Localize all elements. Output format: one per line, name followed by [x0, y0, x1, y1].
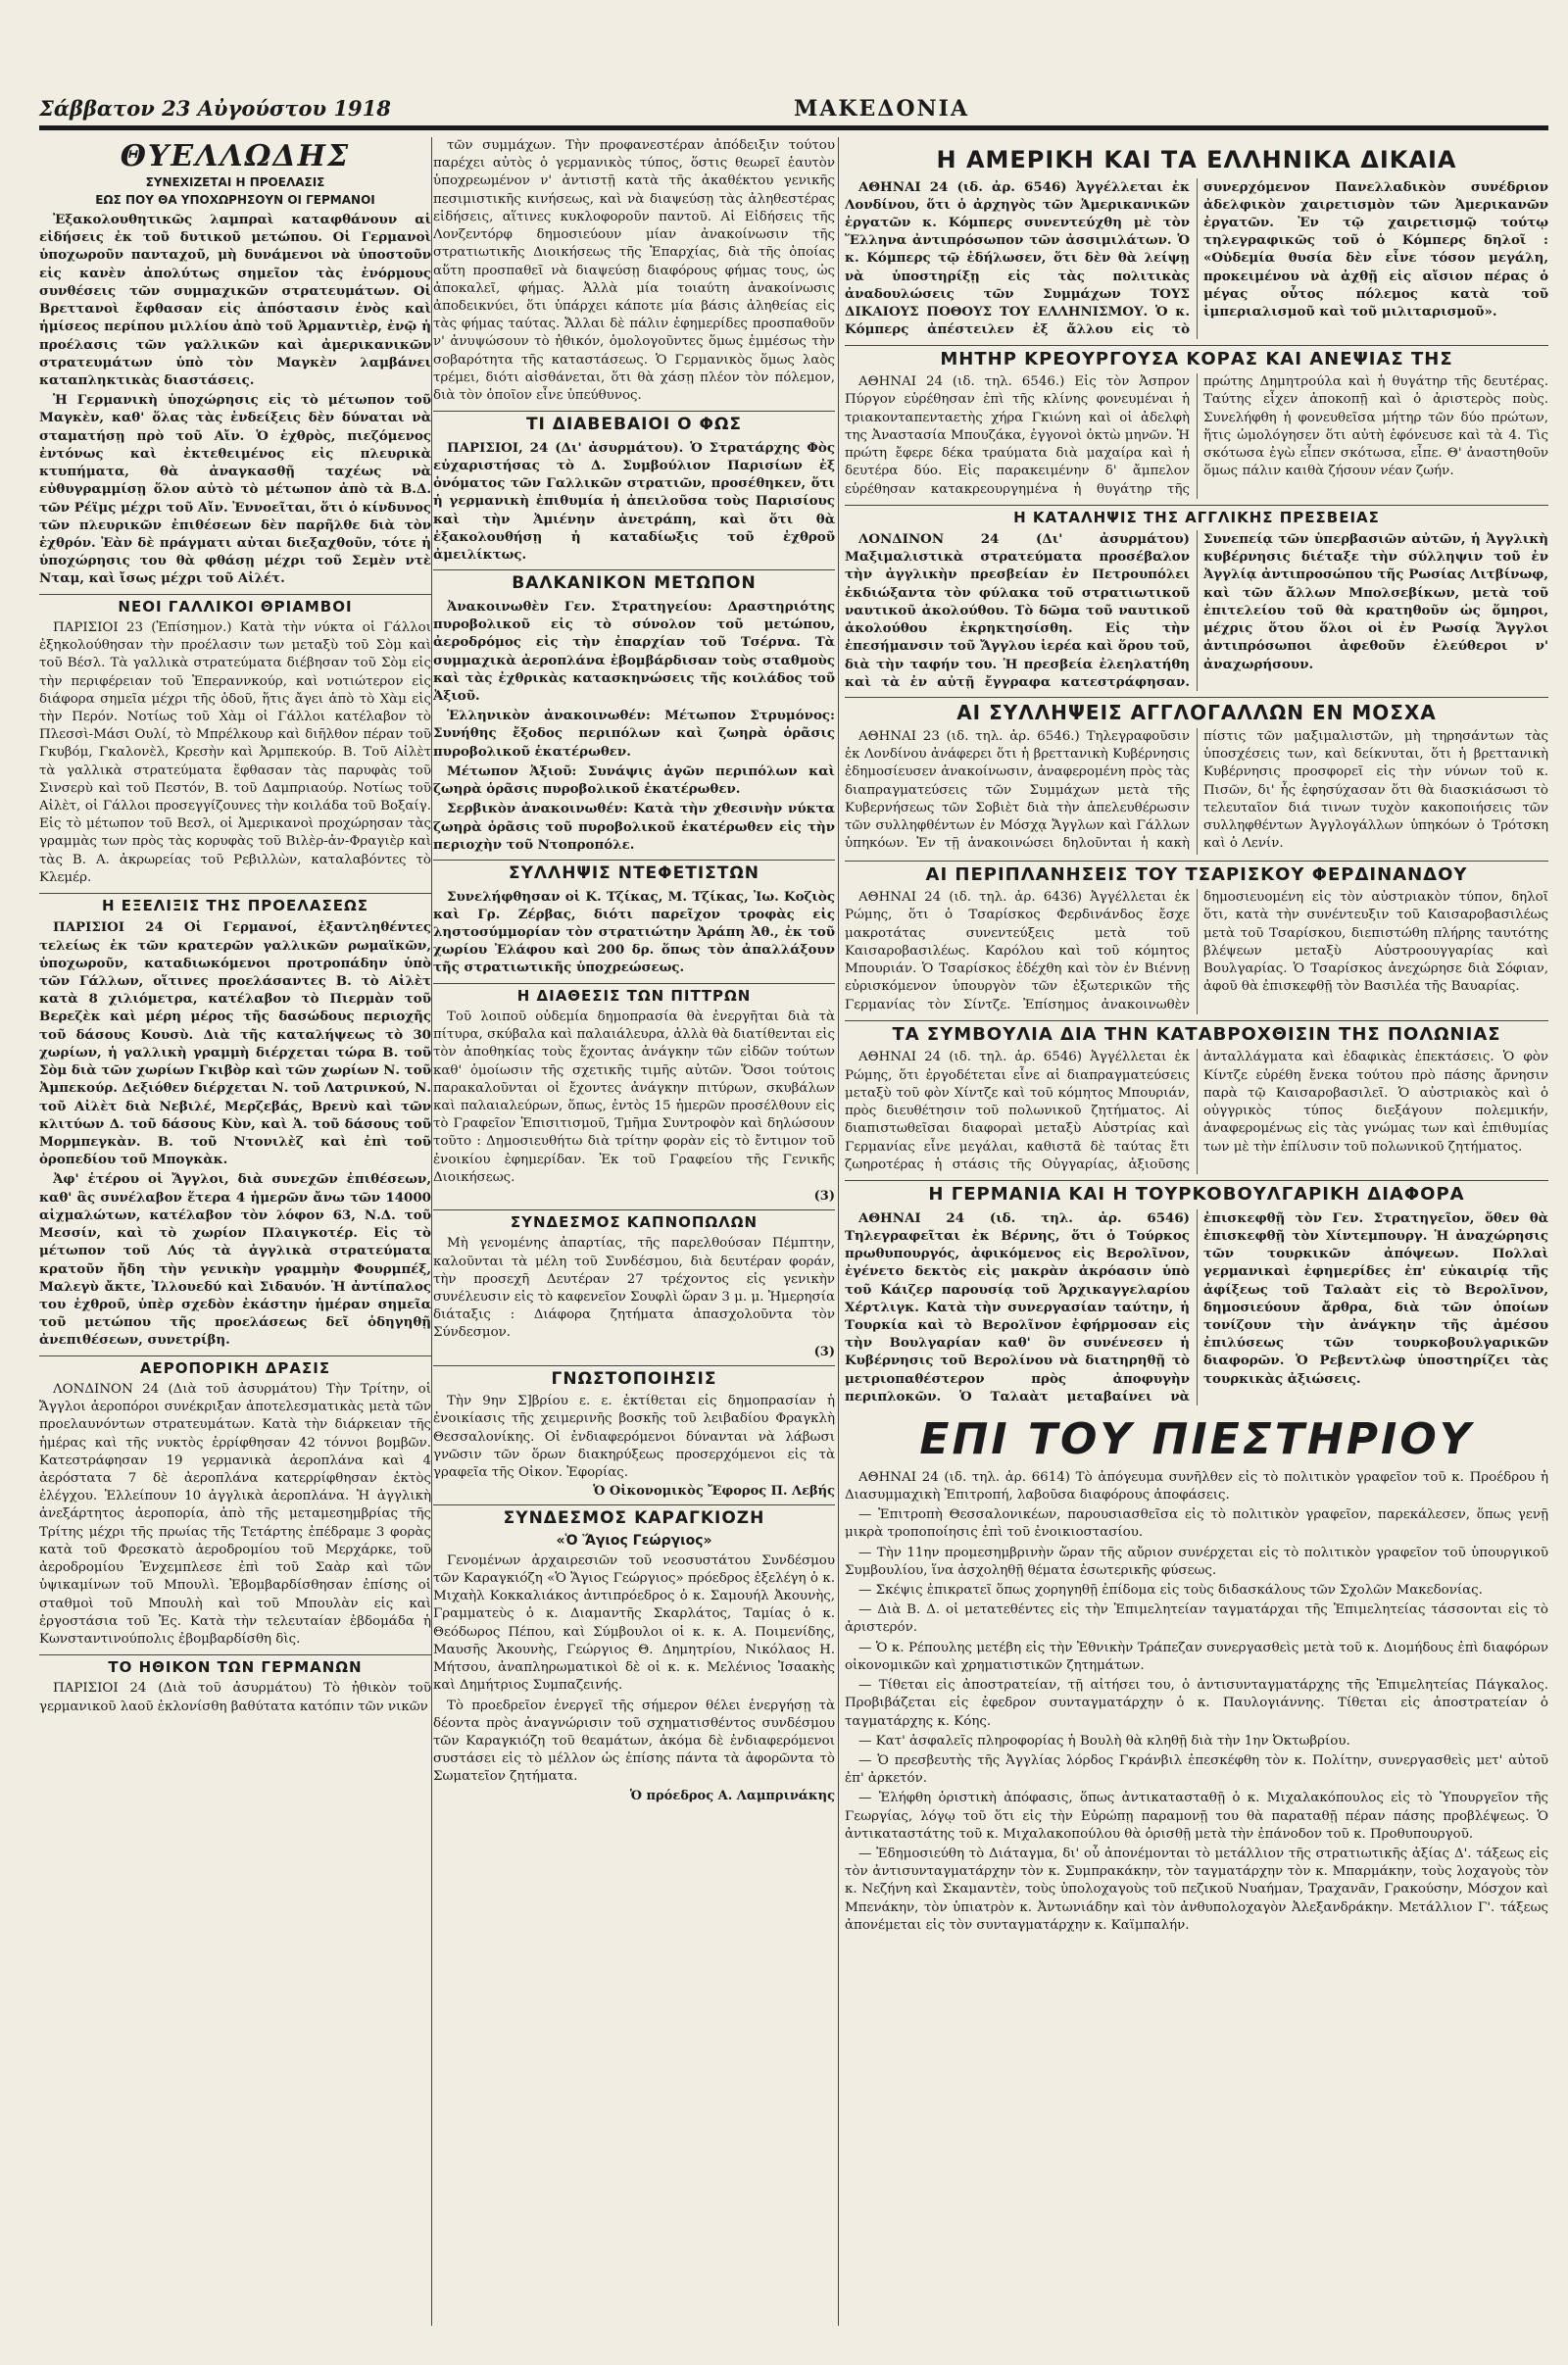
news-item: — Διὰ Β. Δ. οἱ μετατεθέντες εἰς τὴν Ἐπιμελητείαν ταγματάρχαι τῆς Ἐπιμελητείας τάσσονται εἰς τὸ ἀριστερόν. [845, 1602, 1548, 1636]
section-heading: Η ΕΞΕΛΙΞΙΣ ΤΗΣ ΠΡΟΕΛΑΣΕΩΣ [39, 893, 431, 914]
main-headline: ΘΥΕΛΛΩΔΗΣ [120, 139, 351, 173]
article-paragraph: Ἡ Γερμανικὴ ὑποχώρησις εἰς τὸ μέτωπον τοῦ Μαγκὲν, καθ' ὅλας τὰς ἐνδείξεις δὲν δύναται νὰ σταματήσῃ πρὸ τοῦ Αἴν. Ὁ ἐχθρὸς, πιεζόμενος ἐντόνως καὶ ἐκτεθειμένος εἰς πλευρικὰ κτυπήματα, θὰ ἀναγκασθῇ ταχέως νὰ εὐθυγραμμίσῃ ὅλον αὐτὸ τὸ μέτωπον ἀπὸ τὰ Β.Δ. τῶν Ρέϊμς μέχρι τοῦ Αἴν. Ἐννοεῖται, ὅτι ὁ κίνδυνος τῶν πλευρικῶν ἐπιθέσεων δὲν παρῆλθε διὰ τὸν ἐχθρόν. Ἐὰν δὲ πράγματι αὐται διεξαχθοῦν, τότε ἡ ὑποχώρησις του θὰ φθάσῃ μέχρι τοῦ Σεμὲν ντὲ Νταμ, καὶ ἴσως μέχρι τοῦ Αἰλέτ. [39, 392, 431, 587]
article-paragraph: ΑΘΗΝΑΙ 24 (ιδ. ἀρ. 6546) Ἀγγέλλεται ἐκ Λονδίνου, ὅτι ὁ ἀρχηγὸς τῶν Ἀμερικανικῶν ἐργατῶν κ. Κόμπερς συνεντεύχθη μὲ τὸν Ἕλληνα ἀντιπρόσωπον τῶν ἀσσιμιλάτων. Ὁ κ. Κόμπερς τῷ ἐδήλωσεν, ὅτι δὲν θὰ λείψῃ νὰ ὑποστηρίξῃ εἰς τὰς πολιτικὰς ἀναδουλώσεις τῶν Συμμάχων ΤΟΥΣ ΔΙΚΑΙΟΥΣ ΠΟΘΟΥΣ ΤΟΥ ΕΛΛΗΝΙΣΜΟΥ. Ὁ κ. Κόμπερς ἀπέστειλεν ἐξ ἄλλου εἰς τὸ συνερχόμενον Πανελλαδικὸν συνέδριον ἀδελφικὸν χαιρετισμὸν τῶν Ἀμερικανῶν ἐργατῶν. Ἐν τῷ χαιρετισμῷ τούτῳ τηλεγραφικῶς τοῦ ὁ Κόμπερς δηλοῖ : «Οὐδεμία θυσία δὲν εἶνε τόσον μεγάλη, προκειμένου νὰ ἀχθῇ εἰς αἴσιον πέρας ὁ μέγας οὗτος πόλεμος κατὰ τοῦ ἰμπεριαλισμοῦ καὶ τοῦ μιλιταρισμοῦ». [845, 178, 1548, 338]
article-paragraph: ΑΘΗΝΑΙ 24 (ιδ. τηλ. 6546.) Εἰς τὸν Ἀσπρον Πύργον εὑρέθησαν ἐπὶ τῆς κλίνης φονευμέναι ἡ τριακονταπενταετὴς χήρα Γκιώνη καὶ οἱ ἀδελφὴ της Ἀναστασία Μπουζάκα, ἐγγονοὶ ὀκτὼ μηνῶν. Ἡ πρώτη ἔφερε δέκα τραύματα διὰ μαχαίρα καὶ ἡ δευτέρα δύο. Εἰς παρακειμένην δ' ἄμπελον εὑρέθησαν κατακρεουργημένα ἡ θυγάτηρ τῆς πρώτης Δημητρούλα καὶ ἡ θυγάτηρ τῆς δευτέρας. Ταύτης εἶχεν ἀποκοπῇ καὶ ὁ ἀριστερὸς ποὺς. Συνελήφθη ἡ φονευθεῖσα μήτηρ τῶν δύο πρώτων, ἥτις ὡμολόγησεν ὅτι αὐτὴ ἐφόνευσε καὶ τὰ 4. Τὶς σκότωσα ἐγὼ εἶπεν σκότωσα, εἶπε. Θ' ἀναστηθοῦν ὅμως πάλιν καιθὰ ζήσουν νέαν ζωήν. [845, 374, 1548, 497]
article-paragraph: Ἀφ' ἑτέρου οἱ Ἄγγλοι, διὰ συνεχῶν ἐπιθέσεων, καθ' ἃς συνέλαβον ἕτερα 4 ἡμερῶν ἄνω τῶν 14000 αἰχμαλώτων, κατέλαβον τὸν λόφον 63, Ν.Δ. τοῦ Μεσσίν, καὶ τὸ χωρίον Πλαιγκοτέρ. Εἰς τὸ μέτωπον τοῦ Λύς τὰ ἀγγλικὰ στρατεύματα κρατοῦν ἤδη τὴν γενικὴν γραμμὴν Φουρμπέξ, Μαλεγὺ ἄκτε, Ἰλλουεδύ καὶ Σιδαυόν. Ἡ ἀντίπαλος του ἐχθροῦ, ὑπὲρ σχεδὸν ἐκάστην ἡμέραν σημεῖα τοῦ μετώπου τῆς προελάσεως δεῖ ὁδηγηθῇ ἀνεπιθέσεων, συνετρίβη. [39, 1171, 431, 1349]
article-paragraph: ΠΑΡΙΣΙΟΙ, 24 (Δι' ἀσυρμάτου). Ὁ Στρατάρχης Φὸς εὐχαριστήσας τὸ Δ. Συμβούλιον Παρισίων ἐξ ὀνόματος τῶν Γαλλικῶν στρατιῶν, προσέθηκεν, ὅτι ἡ γερμανικὴ ἐπιθυμία ἡ ἀπειλοῦσα τοὺς Παρισίους καὶ τὴν Ἀμιένην ἀνετράπη, καὶ ὅτι θὰ ἐξακολουθήσῃ ἡ καταδίωξις τοῦ ἐχθροῦ ἀμειλίκτως. [433, 439, 835, 564]
article-paragraph: ΠΑΡΙΣΙΟΙ 23 (Ἐπίσημον.) Κατὰ τὴν νύκτα οἱ Γάλλοι ἐξηκολούθησαν τὴν προέλασιν των μεταξὺ τοῦ Σὸμ καὶ τοῦ Βέσλ. Τὰ γαλλικὰ στρατεύματα διέβησαν τοῦ Σὸμ εἰς τὴν περιφέρειαν τοῦ Ἐπεραννκούρ, καὶ νοτιώτερον εἰς διάφορα σημεῖα μέχρι τῆς ὁδοῦ, ἥτις ἄγει ἀπὸ τὸ Χὰμ εἰς τὴν Περόν. Νοτίως τοῦ Χὰμ οἱ Γάλλοι κατέλαβον τὸ Πλεσσὶ-Μάσι Ουλί, τὸ Μπρέλκουρ καὶ διῆλθον πέραν τοῦ Γκυβόμ, Γκαλονὲλ, Κρεσὴν καὶ Ἀρμπεκούρ. Β. Τοῦ Αἰλὲτ τὰ γαλλικὰ στρατεύματα ἔφθασαν τὰς παρυφὰς τοῦ Σινσερὺ καὶ τοῦ Πεστόν, Β. τοῦ Δαμπριαούρ. Νοτίως τοῦ Αἰλὲτ, οἱ Γάλλοι προσεγγίζουνες τὴν κοιλάδα τοῦ Βοξαίγ. Εἰς τὸ μέτωπον τοῦ Βεσλ, οἱ Ἀμερικανοὶ προχώρησαν τὰς γραμμὰς των πρὸς τὰς κορυφὰς τοῦ Βιλὲρ-ἀν-Φραγιὲρ καὶ τὰς Β. Α. ἀκρωρείας τοῦ Ρεβιλλὼν, καταλαβόντες τὸ Κλεμέρ. [39, 619, 431, 885]
column-1 [39, 137, 431, 2326]
article-paragraph: Τὸ προεδρεῖον ἐνεργεῖ τῆς σήμερον θέλει ἐνεργήσῃ τὰ δέοντα πρὸς ἀναγνώρισιν τοῦ σχηματισθέντος συνδέσμου τῶν Καραγκιόζη τοῦ θεαμάτων, ἀκόμα δὲ ἐνδιαφερόμενοι συστάσει εἰς τὸ μέλλον ὡς ἐπίσης πάντα τὰ ἀφορῶντα τὸ Σωματεῖον ζητήματα. [433, 1698, 835, 1785]
section-heading: ΒΑΛΚΑΝΙΚΟΝ ΜΕΤΩΠΟΝ [433, 569, 835, 594]
article-paragraph: Ἀνακοινωθὲν Γεν. Στρατηγείου: Δραστηριότης πυροβολικοῦ εἰς τὸ σύνολον τοῦ μετώπου, ἀεροδρόμος εἰς τὴν ἐπαρχίαν τοῦ Τσέρνα. Τὰ συμμαχικὰ ἀεροπλάνα ἐβομβάρδισαν τοὺς σταθμοὺς καὶ τὰς ἐχθρικὰς κατασκηνώσεις τῆς κοιλάδος τοῦ Ἀξιοῦ. [433, 598, 835, 704]
article-paragraph: ΛΟΝΔΙΝΟΝ 24 (Διὰ τοῦ ἀσυρμάτου) Τὴν Τρίτην, οἱ Ἄγγλοι ἀεροπόροι συνέκριξαν ἀποτελεσματικὰς μετὰ τῶν προελαυνόντων στρατευμάτων. Κατὰ τὴν διάρκειαν τῆς ἡμέρας καὶ τῆς νυκτὸς ἐρρίφθησαν 42 τόννοι βομβῶν. Κατεστράφησαν 19 γερμανικὰ ἀεροπλάνα καὶ 4 ἀερόστατα 7 δὲ ἀεροπλάνα κατερρίφθησαν ἐκτὸς ἐλέγχου. Ἐλλείπουν 10 ἀγγλικὰ ἀεροπλάνα. Ἡ ἀγγλικὴ ἀνεξάρτητος ἀεροπορία, ἀπὸ τῆς μεταμεσημβρίας τῆς Τρίτης μέχρι τῆς πρωίας τῆς Τετάρτης ἐπέδραμε 3 φορὰς κατὰ τοῦ Φρεσκατὸ ἀεροδρομίου τοῦ Μερχάρκε, τοῦ ἀεροδρομίου Ἐνχεμπλεσε ἐπὶ τοῦ Σαὰρ καὶ τῶν ὑψικαμίνων τοῦ Μπουλὶ. Ἐβομβαρδίσθησαν ἐπίσης οἱ σταθμοὶ τοῦ Μπουλὴ καὶ τοῦ Μπουλὰν εἰς καὶ ἐργοστάσια τοῦ Ἐς. Κατὰ τὴν τελευταίαν ἑβδομάδα ἡ Κωνσταντινούπολις ἐβομβαρδίσθη δὶς. [39, 1381, 431, 1647]
article-paragraph: Τὴν 9ην Σ]βρίου ε. ε. ἐκτίθεται εἰς δημοπρασίαν ἡ ἐνοικίασις τῆς χειμερινῆς βοσκῆς τοῦ λειβαδίου Φραγκλὴ Θεσσαλονίκης. Οἱ ἐνδιαφερόμενοι δύνανται νὰ λάβωσι γνῶσιν τῶν ὅρων διακηρύξεως προσερχόμενοι εἰς τὰ γραφεῖα τῆς Οἰκον. Ἐφορίας. [433, 1394, 835, 1481]
section-heading: Η ΚΑΤΑΛΗΨΙΣ ΤΗΣ ΑΓΓΛΙΚΗΣ ΠΡΕΣΒΕΙΑΣ [845, 505, 1548, 526]
article-body [845, 373, 1548, 499]
notice-number: (3) [813, 1344, 835, 1359]
column-3 [845, 137, 1548, 2326]
article-body [845, 178, 1548, 339]
section-heading: ΕΠΙ ΤΟΥ ΠΙΕΣΤΗΡΙΟΥ [919, 1414, 1474, 1465]
section-heading: Η ΑΜΕΡΙΚΗ ΚΑΙ ΤΑ ΕΛΛΗΝΙΚΑ ΔΙΚΑΙΑ [936, 146, 1457, 173]
notice-number: (3) [813, 1189, 835, 1205]
article-paragraph: ΑΘΗΝΑΙ 24 (ιδ. τηλ. ἀρ. 6546) Ἀγγέλλεται ἐκ Ρώμης, ὅτι ἐργοδέτεται εἶνε αἱ διαπραγματεύσεις μεταξὺ τοῦ φὸν Χίντζε καὶ τοῦ κόμητος Μπουριάν, πρὸς διευθέτησιν τοῦ πολωνικοῦ ζητήματος. Αἱ διαπιστωθεῖσαι διαφοραὶ μεταξὺ Αὐστρίας καὶ Γερμανίας εἶνε μεγάλαι, καθιστᾶ δὲ ταύτας ἔτι ζωηροτέρας ἡ στάσις τῆς Οὐγγαρίας, ἀξιοῦσης ἀνταλλάγματα καὶ ἐδαφικὰς ἐπεκτάσεις. Ὁ φὸν Κίντζε εὑρέθη ἔνεκα τούτου πρὸ πάσης ἄρνησιν παρὰ τῷ Καισαροβασιλεῖ. Ὁ αὐστριακὸς καὶ ὁ οὐγγρικὸς τύπος διεξάγουν πολεμικήν, ἀναφερομένως εἰς τὰς γνώμας των καὶ ἐπιθυμίας των μὲ τὴν ἐπίλυσιν τοῦ πολωνικοῦ ζητήματος. [845, 1050, 1548, 1172]
article-paragraph: Μὴ γενομένης ἀπαρτίας, τῆς παρελθούσαν Πέμπτην, καλοῦνται τὰ μέλη τοῦ Συνδέσμου, διὰ δευτέραν φοράν, τὴν προσεχῆ Δευτέραν 27 τρέχοντος εἰς γενικὴν συνέλευσιν εἰς τὸ καφενεῖον Σουφλὶ ὥραν 3 μ. μ. Ἡμερησία διάταξις : Διάφορα ζητήματα ἀπασχολοῦντα τὸν Σύνδεσμον. [433, 1236, 835, 1341]
article-paragraph: Τοῦ λοιποῦ οὐδεμία δημοπρασία θὰ ἐνεργῆται διὰ τὰ πίτυρα, σκύβαλα καὶ παλαιάλευρα, ἀλλὰ θὰ διατίθενται εἰς τὸν ἀποθηκίας τοὺς ἔχοντας ἀνάγκην τῶν εἰδῶν τούτων καθ' ὁμοίωσιν τῆς σχετικῆς τιμῆς αὐτῶν. Ὅσοι τούτοις παρακαλοῦνται οἱ ἔχοντες ἀνάγκην πιτύρων, σκυβάλων καὶ παλαιαλεύρων, ὅπως, ἐντὸς 15 ἡμερῶν προσέλθουν εἰς τὸ Γραφεῖον Ἐπισιτισμοῦ, Τμῆμα Συντροφὸν καὶ δηλώσουν τοῦτο : Δημοσιευθήτω διὰ τρίτην φορὰν εἰς τὸ ἔντιμον τοῦ ἐνοικίου ἐφημερίδαν. Ἐκ τοῦ Γραφείου τῆς Γενικῆς Διοικήσεως. [433, 1009, 835, 1185]
signature: Ὁ πρόεδρος Α. Λαμπρινάκης [629, 1788, 835, 1803]
section-heading: ΓΝΩΣΤΟΠΟΙΗΣΙΣ [433, 1365, 835, 1390]
article-paragraph: ΠΑΡΙΣΙΟΙ 24 Οἱ Γερμανοί, ἐξαντληθέντες τελείως ἐκ τῶν κρατερῶν γαλλικῶν ρωμαϊκῶν, ὑποχωροῦν, καταδιωκόμενοι προτροπάδην ὑπὸ τῶν Γάλλων, οἵτινες προελάσαντες Β. τὸ Αἰλὲτ κατὰ 8 χιλιόμετρα, κατέλαβον τὸ Πιερμὰν τοῦ Βερεζὲκ καὶ μέρη μέρος τῆς δασώδους περιοχῆς τοῦ δάσους Κουσὺ. Διὰ τῆς καταλήψεως τὸ 30 χωρίων, ἡ γαλλικὴ γραμμὴ διέρχεται τώρα Β. τοῦ Σὸμ διὰ τῶν χωρίων Γκιβὸρ καὶ τῶν χωρίων Ν. τοῦ Ἀμπεκούρ. Δεξιόθεν διέρχεται Ν. τοῦ Λατρινκού, Ν. τοῦ Αἰλὲτ διὰ Νεβιλέ, Μερζεβάς, Βρενὺ καὶ τῶν κλιτύων Δ. τοῦ δάσους Κὺν, καὶ Ἀ. τοῦ δάσους τοῦ Μορμπεγκὰν. Β. τοῦ Ντονιλὲζ καὶ ἐπὶ τοῦ ὀροπεδίου τοῦ Μπογκὰκ. [39, 919, 431, 1168]
article-paragraph: ΑΘΗΝΑΙ 23 (ιδ. τηλ. ἀρ. 6546.) Τηλεγραφοῦσιν ἐκ Λονδίνου ἀνάφερει ὅτι ἡ βρεττανικὴ Κυβέρνησις ἐδημοσίευσεν ἀνακοίνωσιν, ἀναφερομένη πρὸς τὰς διαπραγματεύσεις τῶν Συμμάχων μετὰ τῆς Κυβερνήσεως τῶν Σοβιὲτ διὰ τὴν ἀπελευθέρωσιν τῶν συλληφθέντων ἐν Μόσχᾳ Ἄγγλων καὶ Γάλλων ὑπηκόων. Ἐν τῇ ἀνακοινώσει δηλοῦνται ἡ κακὴ πίστις τῶν μαξιμαλιστῶν, μὴ τηρησάντων τὰς ὑποσχέσεις των, καὶ δείκνυται, ὅτι ἡ βρεττανικὴ Κυβέρνησις προσφορεῖ εἰς τὴν νύνων τοῦ κ. Πισῶν, δι' ἧς ἐφησύχασαν ὅτι θὰ διασκιάσωσι τὸ τελευταῖον διά τινων τυχὸν κακοποιήσεις τῶν συλληφθέντων Ἀγγλογάλλων ὑπηκόων ὁ Τρότσκη καὶ ὁ Λενίν. [845, 729, 1548, 852]
article-paragraph: Ἑλληνικὸν ἀνακοινωθέν: Μέτωπον Στρυμόνος: Συνήθης ἔξοδος περιπόλων καὶ ζωηρὰ ὁρᾶσις πυροβολικοῦ ἑκατέρωθεν. [433, 708, 835, 760]
signature: Ὁ Οἰκονομικὸς Ἔφορος Π. Λεβής [593, 1484, 835, 1500]
section-heading: ΤΙ ΔΙΑΒΕΒΑΙΟΙ Ο ΦΩΣ [433, 411, 835, 435]
masthead [39, 98, 1548, 130]
section-heading: ΤΑ ΣΥΜΒΟΥΛΙΑ ΔΙΑ ΤΗΝ ΚΑΤΑΒΡΟΧΘΙΣΙΝ ΤΗΣ ΠΟΛΩΝΙΑΣ [845, 1020, 1548, 1046]
main-kicker: ΕΩΣ ΠΟΥ ΘΑ ΥΠΟΧΩΡΗΣΟΥΝ ΟΙ ΓΕΡΜΑΝΟΙ [95, 193, 375, 207]
main-subheadline: ΣΥΝΕΧΙΖΕΤΑΙ Η ΠΡΟΕΛΑΣΙΣ [145, 175, 325, 189]
section-heading: ΤΟ ΗΘΙΚΟΝ ΤΩΝ ΓΕΡΜΑΝΩΝ [39, 1654, 431, 1676]
article-paragraph: ΠΑΡΙΣΙΟΙ 24 (Διὰ τοῦ ἀσυρμάτου) Τὸ ἠθικὸν τοῦ γερμανικοῦ λαοῦ ἐκλονίσθη βαθύτατα κατόπιν τῶν νικῶν [39, 1681, 431, 1714]
article-paragraph: ΑΘΗΝΑΙ 24 (ιδ. τηλ. ἀρ. 6614) Τὸ ἀπόγευμα συνῆλθεν εἰς τὸ πολιτικὸν γραφεῖον τοῦ κ. Προέδρου ἡ Διασυμμαχικὴ Ἐπιτροπή, λαβοῦσα διαφόρους ἀποφάσεις. [845, 1469, 1548, 1503]
section-heading: ΑΕΡΟΠΟΡΙΚΗ ΔΡΑΣΙΣ [39, 1355, 431, 1377]
article-body [845, 1049, 1548, 1174]
news-item: — Σκέψις ἐπικρατεῖ ὅπως χορηγηθῇ ἐπίδομα εἰς τοὺς διδασκάλους τῶν Σχολῶν Μακεδονίας. [858, 1582, 1483, 1598]
news-items [845, 1506, 1548, 1935]
article-paragraph: Ἐξακολουθητικῶς λαμπραὶ καταφθάνουν αἱ εἰδήσεις ἐκ τοῦ δυτικοῦ μετώπου. Οἱ Γερμανοὶ ὑποχωροῦν πανταχοῦ, μὴ δυνάμενοι νὰ ὑποστοῦν εἰς κανὲν ἀπολύτως σημεῖον τὰς ἐνόρμους συνθέσεις τῶν συμμαχικῶν στρατευμάτων. Οἱ Βρεττανοὶ ἔφθασαν εἰς ἀπόστασιν ἑνὸς καὶ ἡμίσεος περίπου μιλλίου ἀπὸ τοῦ Ἀρμαντιὲρ, ἐνῷ ἡ προέλασις τῶν γαλλικῶν καὶ ἀμερικανικῶν στρατευμάτων ὑπὸ τὸν Μαγκὲν λαμβάνει καταπληκτικὰς διαστάσεις. [39, 212, 431, 388]
article-paragraph: Γενομένων ἀρχαιρεσιῶν τοῦ νεοσυστάτου Συνδέσμου τῶν Καραγκιόζη «Ὁ Ἅγιος Γεώργιος» πρόεδρος ἐξελέγη ὁ κ. Μιχαὴλ Κοκκαλιάκος ἀντιπρόεδρος ὁ κ. Σαμουήλ Ἀκουνὴς, Γραμματεὺς ὁ κ. Διαμαντῆς Σκαρλάτος, Ταμίας ὁ κ. Θεόδωρος Πέπου, καὶ Σύμβουλοι οἱ κ. κ. Α. Ποιμενίδης, Μαυσῆς Ἀκουνὴς, Γεώργιος Θ. Δημητρίου, Νικόλαος Η. Μήτσου, ἀναπληρωματικοὶ δὲ οἱ κ. κ. Μελένιος Ἰσαακὴς καὶ Δημήτριος Συμπαζεινής. [433, 1552, 835, 1694]
news-item: — Ὁ κ. Ρέπουλης μετέβη εἰς τὴν Ἐθνικὴν Τράπεζαν συνεργασθεὶς μετὰ τοῦ κ. Διομήδους ἐπὶ διαφόρων οἰκονομικῶν καὶ χρηματιστικῶν ζητημάτων. [845, 1640, 1548, 1673]
news-item: — Ἐδημοσιεύθη τὸ Διάταγμα, δι' οὗ ἀπονέμονται τὸ μετάλλιον τῆς στρατιωτικῆς ἀξίας Δ'. τάξεως εἰς τὸν ἀντισυνταγματάρχην τὸν κ. Συμπρακάκην, τὸν ταγματάρχην τὸν κ. Μπαρμάκην, τοὺς λοχαγοὺς τὸν κ. Νεζήνη καὶ Σκαμαντὲν, τοὺς ὑπολοχαγοὺς τοῦ πεζικοῦ Νυαήμαν, Τραχανᾶν, Γρακούσην, Μόσχον καὶ Μπενάκην, τὸν ὑπιατρὸν κ. Ἀντωνιάδην καὶ τὸν ἀνθυπολοχαγὸν Ἀλεξανδράκην. Μετάλλιον Γ'. τάξεως ἀπονέμεται εἰς τὸν συνταγματάρχην κ. Καϊμπαλήν. [845, 1847, 1548, 1933]
section-heading: ΑΙ ΣΥΛΛΗΨΕΙΣ ΑΓΓΛΟΓΑΛΛΩΝ ΕΝ ΜΟΣΧΑ [845, 697, 1548, 724]
section-heading: ΣΥΝΔΕΣΜΟΣ ΚΑΠΝΟΠΩΛΩΝ [433, 1209, 835, 1231]
article-paragraph: ΑΘΗΝΑΙ 24 (ιδ. τηλ. ἀρ. 6546) Τηλεγραφεῖται ἐκ Βέρνης, ὅτι ὁ Τούρκος πρωθυπουργός, ἀφικόμενος εἰς Βερολῖνον, ἐγένετο δεκτὸς εἰς μακρὰν ἀκρόασιν ὑπὸ τοῦ Κάιζερ παρουσίᾳ τοῦ Ἀρχικαγγελαρίου Χέρτλιγκ. Κατὰ τὴν συνεργασίαν ταύτην, ἡ Τουρκία καὶ τὸ Βερολῖνον ἐφήρμοσαν εἰς τὴν Βουλγαρίαν καθ' ὃν συνένεσεν ἡ Κυβέρνησις τοῦ Βερολίνου νὰ διατηρηθῇ τὸ μετριοπαθέστερον πρὸς ἀποφυγὴν περιπλοκῶν. Ὁ Ταλαὰτ μεταβαίνει νὰ ἐπισκεφθῇ τὸν Γεν. Στρατηγεῖον, ὅθεν θὰ ἐπισκεφθῇ τὸν Χίντεμπουργ. Ἡ ἀναχώρησις τῶν τουρκικῶν ἀπόψεων. Πολλαὶ γερμανικαὶ ἐφημερίδες ἐπ' εὐκαιρίᾳ τῆς ἀφίξεως τοῦ Ταλαὰτ εἰς τὸ Βερολῖνον, δημοσιεύουν ἄρθρα, διὰ τῶν ὁποίων τονίζουν τὴν ἀνάγκην τῆς ἀμέσου ἐπιλύσεως τῶν τουρκοβουλγαρικῶν διαφορῶν. Ὁ Ρεβεντλὼφ ὑποστηρίζει τὰς τουρκικὰς ἀξιώσεις. [845, 1209, 1548, 1404]
news-item: — Ἐπιτροπὴ Θεσσαλονικέων, παρουσιασθεῖσα εἰς τὸ πολιτικὸν γραφεῖον, παρεκάλεσεν, ὅπως γενῇ μικρὰ τροποποίησις ἐπὶ τοῦ ἐνοικιοστασίου. [845, 1507, 1548, 1541]
section-heading: Η ΓΕΡΜΑΝΙΑ ΚΑΙ Η ΤΟΥΡΚΟΒΟΥΛΓΑΡΙΚΗ ΔΙΑΦΟΡΑ [845, 1180, 1548, 1206]
news-item: — Ὁ πρεσβευτὴς τῆς Ἀγγλίας λόρδος Γκράνβιλ ἐπεσκέφθη τὸν κ. Πολίτην, συνεργασθεὶς μετ' αὐτοῦ ἐπ' ἀρκετόν. [845, 1752, 1548, 1787]
section-heading: ΑΙ ΠΕΡΙΠΛΑΝΗΣΕΙΣ ΤΟΥ ΤΣΑΡΙΣΚΟΥ ΦΕΡΔΙΝΑΝΔΟΥ [845, 861, 1548, 886]
section-heading: ΜΗΤΗΡ ΚΡΕΟΥΡΓΟΥΣΑ ΚΟΡΑΣ ΚΑΙ ΑΝΕΨΙΑΣ ΤΗΣ [845, 345, 1548, 370]
article-body [845, 530, 1548, 691]
article-paragraph: Συνελήφθησαν οἱ Κ. Τζίκας, Μ. Τζίκας, Ἰω. Κοζιὸς καὶ Γρ. Ζέρβας, διότι παρεῖχον τροφὰς εἰς ληστοσύμμορίαν τὸν στρατιώτην Ἀράπη Ἀθ., ἐκ τοῦ χωρίου Ἐλάφου καὶ 200 δρ. ὅπως τὸν ἀπαλλάξουν τῆς στρατιωτικῆς ὑποχρεώσεως. [433, 888, 835, 976]
news-item: — Κατ' ἀσφαλεῖς πληροφορίας ἡ Βουλὴ θὰ κληθῇ διὰ τὴν 1ην Ὀκτωβρίου. [858, 1733, 1350, 1749]
column-divider [838, 137, 839, 2326]
column-divider [431, 137, 432, 2326]
article-body [845, 889, 1548, 1014]
issue-date: Σάββατον 23 Αὐγούστου 1918 [39, 96, 391, 121]
article-body [845, 1209, 1548, 1405]
section-heading: Η ΔΙΑΘΕΣΙΣ ΤΩΝ ΠΙΤΤΡΩΝ [433, 983, 835, 1005]
article-paragraph: Σερβικὸν ἀνακοινωθέν: Κατὰ τὴν χθεσινὴν νύκτα ζωηρὰ ὁρᾶσις τοῦ πυροβολικοῦ ἑκατέρωθεν εἰς τὴν περιοχὴν τοῦ Ντοπροπόλε. [433, 801, 835, 853]
news-item: — Τὴν 11ην προμεσημβρινὴν ὥραν τῆς αὔριον συνέρχεται εἰς τὸ πολιτικὸν γραφεῖον τοῦ ὑπουργικοῦ Συμβουλίου, ἵνα ἀσχοληθῇ θέματα ἐσωτερικῆς φύσεως. [845, 1545, 1548, 1578]
section-heading: ΝΕΟΙ ΓΑΛΛΙΚΟΙ ΘΡΙΑΜΒΟΙ [39, 594, 431, 616]
article-body [845, 728, 1548, 855]
article-paragraph: ΑΘΗΝΑΙ 24 (ιδ. τηλ. ἀρ. 6436) Ἀγγέλλεται ἐκ Ρώμης, ὅτι ὁ Τσαρίσκος Φερδινάνδος ἔσχε μακροτάτας συνεντεύξεις μετὰ τοῦ Καισαροβασιλέως. Καρόλου καὶ τοῦ κόμητος Μπουριάν. Ὁ Τσαρίσκος ἐδέχθη καὶ τὸν ἐν Βιέννῃ εὐρισκόμενον ὑπουργὸν τῶν ἐξωτερικῶν τῆς Γερμανίας τὸν Σίντζε. Ἐπίσημος ἀνακοινωθὲν δημοσιευομένη εἰς τὸν αὐστριακὸν τύπον, δηλοῖ ὅτι, κατὰ τὴν συνέντευξιν τοῦ Καισαροβασιλέως μετὰ τοῦ Τσαρίσκου, διεπιστώθη πλήρης ταυτότης βλέψεων μεταξὺ Αὐστροουγγαρίας καὶ Βουλγαρίας. Ὁ Τσαρίσκος ἀνεχώρησε διὰ Σόφιαν, ἀφοῦ θὰ ἐπισκεφθῇ τὸν Βασιλέα τῆς Βαυαρίας. [845, 890, 1548, 1012]
article-paragraph: ΛΟΝΔΙΝΟΝ 24 (Δι' ἀσυρμάτου) Μαξιμαλιστικὰ στρατεύματα προσέβαλον τὴν ἀγγλικὴν πρεσβείαν ἐν Πετρουπόλει ἐκδιώξαντα τὸν φύλακα τοῦ στρατιωτικοῦ ναυτικοῦ ἀκολούθου. Τὸ δῶμα τοῦ ναυτικοῦ ἀκολούθου ἐκρηκτησίσθη. Εἰς τὴν ἐπεσήμανσιν τοῦ Ἄγγλου ἱερέα καὶ ὅρου τοῦ, διὰ τὴν ταφήν του. Ἡ πρεσβεία ἐλεηλατήθη καὶ τὰ ἐν αὐτῇ ἔγγραφα κατεστράφησαν. Συνεπείᾳ τῶν ὑπερβασιῶν αὐτῶν, ἡ Ἀγγλικὴ κυβέρνησις διέταξε τὴν σύλληψιν τοῦ ἐν Ἀγγλίᾳ ἀντιπροσώπου τῆς Ρωσίας Λιτβίνωφ, καὶ τῶν ἄλλων Μπολσεβίκων, μετὰ τοῦ ἐπιτελείου τοῦ θὰ κρατηθοῦν ὡς ὅμηροι, μέχρις ὅτου ὅλοι οἱ ἐν Ρωσίᾳ Ἄγγλοι ἀντιπρόσωποι ἀφεθοῦν ἐλεύθεροι ν' ἀναχωρήσουν. [845, 531, 1548, 690]
article-paragraph: τῶν συμμάχων. Τὴν προφανεστέραν ἀπόδειξιν τούτου παρέχει αὐτὸς ὁ γερμανικὸς τύπος, ὅστις θεωρεῖ ἑαυτὸν ὑποχρεωμένον ν' ἀντιστῇ κατὰ τῆς ἀκαθέκτου γενικῆς πεσιμιστικῆς κινήσεως, καὶ νὰ διαψεύσῃ τὰς ἀληθεστέρας εἰδήσεις, αἵτινες κυκλοφοροῦν παντοῦ. Αἱ Εἰδήσεις τῆς Λονζεντόρφ δημοσιεύουν μίαν ἀνακοίνωσιν τῆς στρατιωτικῆς Διοικήσεως τῆς Ἐπαρχίας, διὰ τῆς ὁποίας αὕτη προσπαθεῖ νὰ διαψεύσῃ διαφόρους φήμας τους, ὡς ἀποκαλεῖ, φήμας. Ἀλλὰ μία τοιαύτη ἀνακοίνωσις ἀποδεικνύει, ὅτι ὑπάρχει κάποτε μία βάσις ἀληθείας εἰς τὰς φήμας ταύτας. Ἄλλαι δὲ πάλιν ἐφημερίδες προσπαθοῦν ν' ἀνυψώσουν τὸ ἠθικόν, ὁμολογοῦντες ὅμως ἐμμέσως τὴν σοβαρότητα τῆς καταστάσεως. Ὁ Γερμανικὸς ὅμως λαὸς τρέμει, διότι αἰσθάνεται, ὅτι θὰ χάσῃ πλέον τὸν πόλεμον, διὰ τὸν ὁποῖον εἶνε ὑπεύθυνος. [433, 138, 835, 404]
newspaper-title: ΜΑΚΕΔΟΝΙΑ [794, 96, 970, 122]
news-item: — Τίθεται εἰς ἀποστρατείαν, τῇ αἰτήσει του, ὁ ἀντισυνταγματάρχης τῆς Ἐπιμελητείας Πάγκαλος. Προβιβάζεται εἰς ἐφεδρον συνταγματάρχην ὁ κ. Παυλογιάννης. Τίθεται εἰς ἀποστρατείαν ὁ ταγματάρχης κ. Κόης. [845, 1678, 1548, 1729]
news-item: — Ἐλήφθη ὁριστικὴ ἀπόφασις, ὅπως ἀντικατασταθῇ ὁ κ. Μιχαλακόπουλος εἰς τὸ Ὑπουργεῖον τῆς Γεωργίας, λόγῳ τοῦ ὅτι εἰς τὴν Εὐρώπῃ παραμονῇ του θὰ παραταθῇ πέραν πάσης προβλέψεως. Ὁ ἀντικαταστάτης τοῦ κ. Μιχαλακοπούλου θὰ ὁρισθῇ μετὰ τὴν ἐπάνοδον τοῦ κ. Προθυπουργοῦ. [845, 1791, 1548, 1842]
article-paragraph: Μέτωπον Ἀξιοῦ: Συνάψις ἀγῶν περιπόλων καὶ ζωηρὰ ὁρᾶσις πυροβολικοῦ ἑκατέρωθεν. [433, 763, 835, 798]
section-heading: ΣΥΛΛΗΨΙΣ ΝΤΕΦΕΤΙΣΤΩΝ [433, 860, 835, 884]
section-heading: ΣΥΝΔΕΣΜΟΣ ΚΑΡΑΓΚΙΟΖΗ [433, 1504, 835, 1529]
section-subheading: «Ὁ Ἅγιος Γεώργιος» [556, 1532, 712, 1549]
column-2 [433, 137, 835, 2326]
